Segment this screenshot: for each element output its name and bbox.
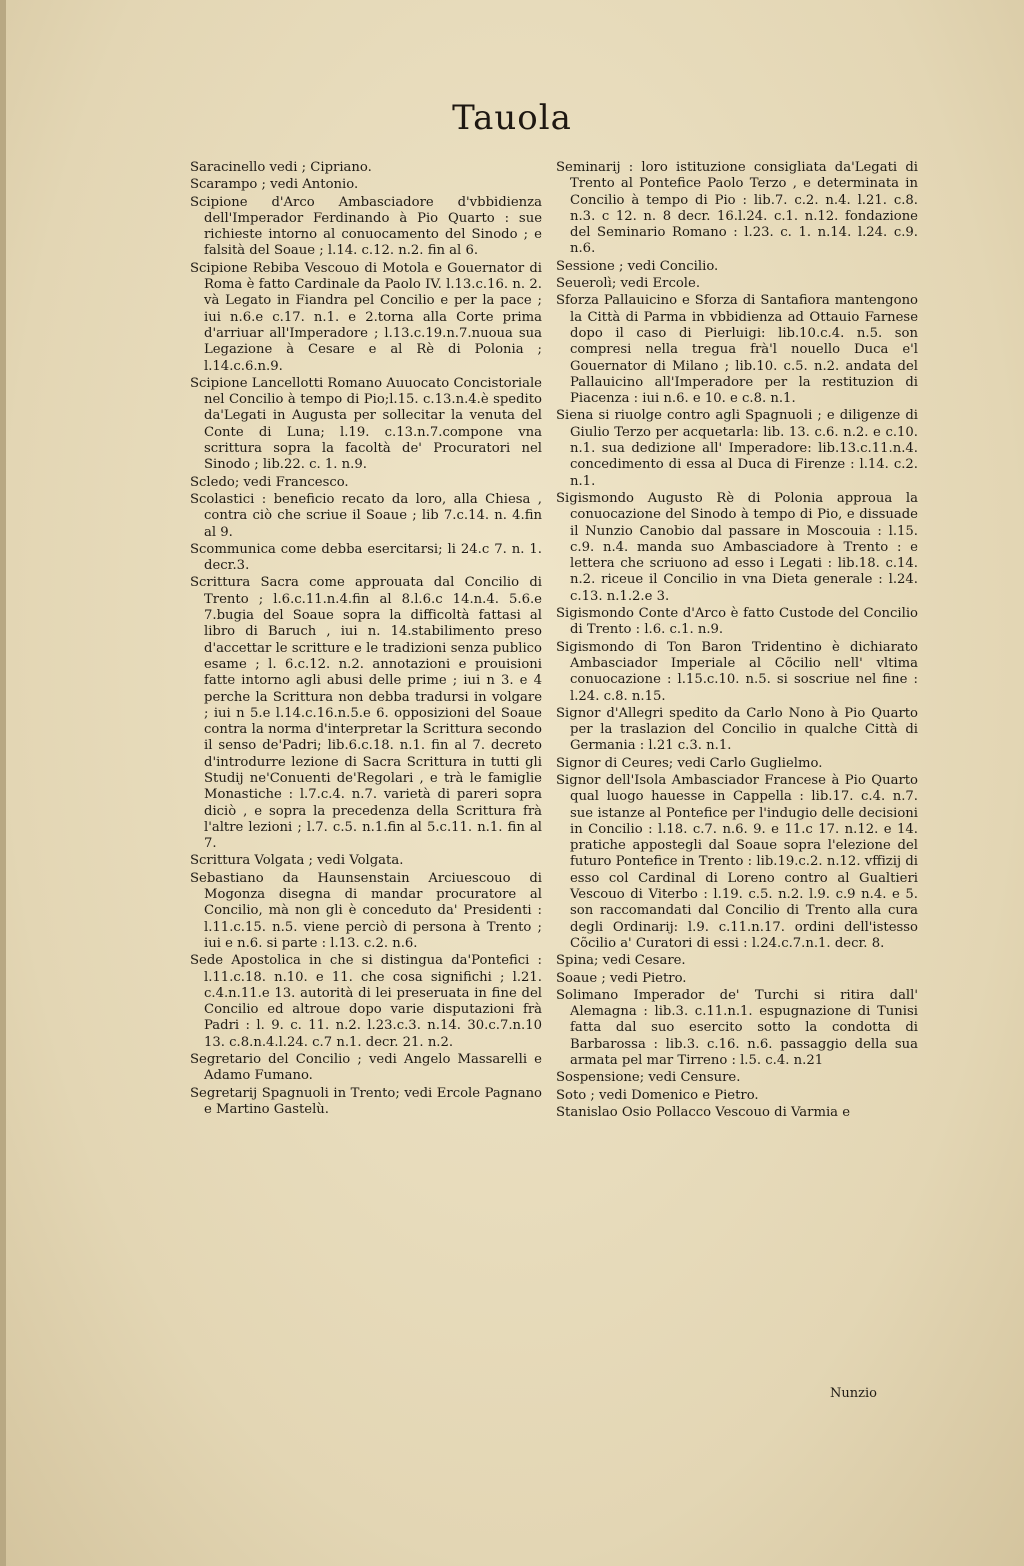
index-entry: Sforza Pallauicino e Sforza di Santafiora mantengono la Città di Parma in vbbidienza ad Ottauio Farnese dopo il caso di Pierluigi: lib.10.c.4. n.5. son compresi nella tregua frà'l nouello Duca e'l Gouernator di Milano ; lib.10. c.5. n.2. andata del Pallauicino all'Imperadore per la restituzion di Piacenza : iui n.6. e 10. e c.8. n.1. [556,293,918,407]
index-entry: Seminarij : loro istituzione consigliata da'Legati di Trento al Pontefice Paolo Terzo , e determinata in Concilio à tempo di Pio : lib.7. c.2. n.4. l.21. c.8. n.3. c 12. n. 8 decr. 16.l.24. c.1. n.12. fondazione del Seminario Romano : l.23. c. 1. n.14. l.24. c.9. n.6. [556,160,918,257]
page-title: Tauola [452,98,572,138]
index-entry: Segretarij Spagnuoli in Trento; vedi Ercole Pagnano e Martino Gastelù. [190,1085,542,1117]
index-entry: Seuerolì; vedi Ercole. [556,276,701,292]
index-entry: Scommunica come debba esercitarsi; li 24.c 7. n. 1. decr.3. [190,541,542,574]
index-entry: Sigismondo Augusto Rè di Polonia approua la conuocazione del Sinodo à tempo di Pio, e dissuade il Nunzio Canobio dal passare in Moscouia : l.15. c.9. n.4. manda suo Ambasciadore à Trento : e lettera che scriuono ad esso i Legati : lib.18. c.14. n.2. riceue il Concilio in vna Dieta generale : l.24. c.13. n.1.2.e 3. [556,490,918,604]
index-entry: Soto ; vedi Domenico e Pietro. [556,1087,759,1103]
index-entry: Signor dell'Isola Ambasciador Francese à Pio Quarto qual luogo hauesse in Cappella : lib.17. c.4. n.7. sue istanze al Pontefice per l'indugio delle decisioni in Concilio : l.18. c.7. n.6. 9. e 11.c 17. n.12. e 14. pratiche appostegli dal Soaue sopra l'elezione del futuro Pontefice in Trento : lib.19.c.2. n.12. vffizij di esso col Cardinal di Loreno contro al Gualtieri Vescouo di Viterbo : l.19. c.5. n.2. l.9. c.9 n.4. e 5. son raccomandati dal Concilio di Trento alla cura degli Ordinarij: l.9. c.11.n.17. ordini dell'istesso Cõcilio a' Curatori di essi : l.24.c.7.n.1. decr. 8. [556,772,918,951]
catchword: Nunzio [830,1386,877,1401]
index-entry: Sebastiano da Haunsenstain Arciuescouo di Mogonza disegna di mandar procuratore al Concilio, mà non gli è conceduto da' Presidenti : l.11.c.15. n.5. viene perciò di persona à Trento ; iui e n.6. si parte : l.13. c.2. n.6. [190,870,542,951]
index-entry: Sospensione; vedi Censure. [556,1070,741,1086]
index-entry: Stanislao Osio Pollacco Vescouo di Varmia e [556,1104,851,1120]
index-entry: Sigismondo di Ton Baron Tridentino è dichiarato Ambasciador Imperiale al Cõcilio nell' vltima conuocazione : l.15.c.10. n.5. si soscriue nel fine : l.24. c.8. n.15. [556,639,918,704]
index-entry: Scledo; vedi Francesco. [190,474,349,490]
index-entry: Scolastici : beneficio recato da loro, alla Chiesa , contra ciò che scriue il Soaue ; lib 7.c.14. n. 4.fin al 9. [190,491,542,540]
index-entry: Scarampo ; vedi Antonio. [190,177,359,193]
page-edge-shadow [0,0,6,1566]
index-entry: Scrittura Volgata ; vedi Volgata. [190,853,404,869]
index-entry: Soaue ; vedi Pietro. [556,970,687,986]
index-entry: Signor d'Allegri spedito da Carlo Nono à Pio Quarto per la traslazion del Concilio in qualche Città di Germania : l.21 c.3. n.1. [556,705,918,754]
index-entry: Saracinello vedi ; Cipriano. [190,160,372,175]
index-entry: Sessione ; vedi Concilio. [556,258,719,274]
index-entry: Signor di Ceures; vedi Carlo Guglielmo. [556,755,823,771]
index-entry: Sede Apostolica in che si distingua da'Pontefici : l.11.c.18. n.10. e 11. che cosa significhi ; l.21. c.4.n.11.e 13. autorità di lei preseruata in fine del Concilio ed altroue dopo varie disputazioni frà Padri : l. 9. c. 11. n.2. l.23.c.3. n.14. 30.c.7.n.10 13. c.8.n.4.l.24. c.7 n.1. decr. 21. n.2. [190,953,542,1050]
index-entry: Segretario del Concilio ; vedi Angelo Massarelli e Adamo Fumano. [190,1052,542,1084]
index-entry: Spina; vedi Cesare. [556,953,686,969]
left-column [190,160,542,1119]
index-entry: Scipione Lancellotti Romano Auuocato Concistoriale nel Concilio à tempo di Pio;l.15. c.13.n.4.è spedito da'Legati in Augusta per sollecitar la venuta del Conte di Luna; l.19. c.13.n.7.compone vna scrittura sopra la facoltà de' Procuratori nel Sinodo ; lib.22. c. 1. n.9. [190,375,542,473]
right-column [556,160,918,1122]
index-entry: Scrittura Sacra come approuata dal Concilio di Trento ; l.6.c.11.n.4.fin al 8.l.6.c 14.n.4. 5.6.e 7.bugia del Soaue sopra la difficoltà fattasi al libro di Baruch , iui n. 14.stabilimento preso d'accettar le scritture e le tradizioni senza publico esame ; l. 6.c.12. n.2. annotazioni e prouisioni fatte intorno agli abusi delle prime ; iui n 3. e 4 perche la Scrittura non debba tradursi in volgare ; iui n 5.e l.14.c.16.n.5.e 6. opposizioni del Soaue contra la norma d'interpretar la Scrittura secondo il senso de'Padri; lib.6.c.18. n.1. fin al 7. decreto d'introdurre lezione di Sacra Scrittura in tutti gli Studij ne'Conuenti de'Regolari , e trà le famiglie Monastiche : l.7.c.4. n.7. varietà di pareri sopra diciò , e sopra la precedenza della Scrittura frà l'altre lezioni ; l.7. c.5. n.1.fin al 5.c.11. n.1. fin al 7. [190,575,542,852]
index-entry: Siena si riuolge contro agli Spagnuoli ; e diligenze di Giulio Terzo per acquetarla: lib. 13. c.6. n.2. e c.10. n.1. sua dedizione all' Imperadore: lib.13.c.11.n.4. concedimento di essa al Duca di Firenze : l.14. c.2. n.1. [556,408,918,489]
index-entry: Sigismondo Conte d'Arco è fatto Custode del Concilio di Trento : l.6. c.1. n.9. [556,606,918,638]
index-entry: Solimano Imperador de' Turchi si ritira dall' Alemagna : lib.3. c.11.n.1. espugnazione di Tunisi fatta dal suo esercito sotto la condotta di Barbarossa : lib.3. c.16. n.6. passaggio della sua armata pel mar Tirreno : l.5. c.4. n.21 [556,987,918,1069]
index-entry: Scipione Rebiba Vescouo di Motola e Gouernator di Roma è fatto Cardinale da Paolo IV. l.13.c.16. n. 2. và Legato in Fiandra pel Concilio e per la pace ; iui n.6.e c.17. n.1. e 2.torna alla Corte prima d'arriuar all'Imperadore ; l.13.c.19.n.7.nuoua sua Legazione à Cesare e al Rè di Polonia ; l.14.c.6.n.9. [190,260,542,374]
index-entry: Scipione d'Arco Ambasciadore d'vbbidienza dell'Imperador Ferdinando à Pio Quarto : sue richieste intorno al conuocamento del Sinodo ; e falsità del Soaue ; l.14. c.12. n.2. fin al 6. [190,194,542,259]
